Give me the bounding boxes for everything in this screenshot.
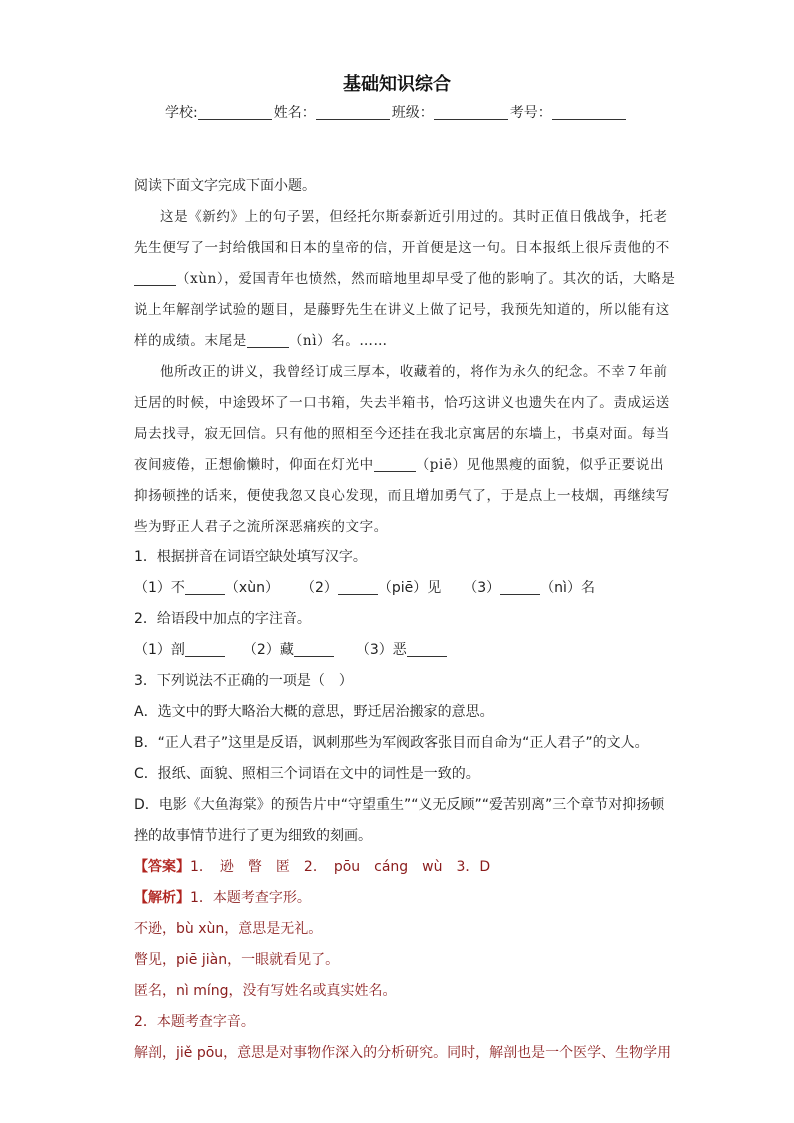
question-1-answers	[134, 577, 595, 597]
passage-text: （nì）名。……	[288, 333, 388, 349]
passage-line	[134, 329, 388, 349]
fill-blank[interactable]	[247, 334, 289, 348]
analysis-label: 【解析】	[134, 890, 190, 906]
class-blank[interactable]	[434, 105, 508, 120]
option-d[interactable]: D．电影《大鱼海棠》的预告片中“守望重生”“义无反顾”“爱苦别离”三个章节对抑扬顿	[134, 797, 665, 813]
passage-line: 局去找寻，寂无回信。只有他的照相至今还挂在我北京寓居的东墙上，书桌对面。每当	[134, 426, 670, 442]
option-d-continued: 挫的故事情节进行了更为细致的刻画。	[134, 828, 372, 844]
passage-line: 这是《新约》上的句子罢，但经托尔斯泰新近引用过的。其时正值日俄战争，托老	[160, 209, 668, 225]
exam-no-blank[interactable]	[552, 105, 626, 120]
passage-line	[134, 267, 675, 287]
q1-blank-3[interactable]	[500, 581, 540, 595]
passage-line: 些为野正人君子之流所深恶痛疾的文字。	[134, 519, 388, 535]
q1-item-2-pinyin: （piē）见	[377, 580, 442, 596]
option-b[interactable]: B．“正人君子”这里是反语，讽刺那些为军阀政客张目而自命为“正人君子”的文人。	[134, 735, 649, 751]
question-2-stem: 2．给语段中加点的字注音。	[134, 611, 311, 627]
passage-text: （xùn），爱国青年也愤然，然而暗地里却早受了他的影响了。其次的话，大略是	[176, 271, 676, 287]
passage-line: 先生便写了一封给俄国和日本的皇帝的信，开首便是这一句。日本报纸上很斥责他的不	[134, 240, 670, 256]
passage-line: 说上年解剖学试验的题目，是藤野先生在讲义上做了记号，我预先知道的，所以能有这	[134, 302, 670, 318]
answer-label: 【答案】	[134, 859, 190, 875]
analysis-text: 解剖，jiě pōu，意思是对事物作深入的分析研究。同时，解剖也是一个医学、生物学用	[134, 1045, 672, 1061]
school-blank[interactable]	[198, 105, 272, 120]
fill-blank[interactable]	[134, 272, 176, 286]
q1-item-1-pinyin: （xùn）	[224, 580, 279, 596]
passage-line	[134, 453, 664, 473]
analysis-text: 不逊，bù xùn，意思是无礼。	[134, 921, 323, 937]
page-title: 基础知识综合	[343, 74, 451, 95]
q2-item-2-label: （2）藏	[242, 642, 294, 658]
question-1-stem: 1．根据拼音在词语空缺处填写汉字。	[134, 549, 367, 565]
analysis-text: 2．本题考查字音。	[134, 1014, 255, 1030]
name-blank[interactable]	[316, 105, 390, 120]
school-label: 学校:	[165, 105, 198, 121]
question-3-stem: 3．下列说法不正确的一项是（ ）	[134, 673, 353, 689]
passage-text: （piē）见他黑瘦的面貌，似乎正要说出	[415, 457, 665, 473]
class-label: 班级：	[391, 105, 434, 121]
q2-blank-3[interactable]	[407, 643, 447, 657]
answer-text: 1． 逊 瞥 匿 2． pōu cáng wù 3．D	[190, 859, 491, 875]
student-info-line	[165, 102, 628, 122]
option-a[interactable]: A．选文中的野大略治大概的意思，野迁居治搬家的意思。	[134, 704, 494, 720]
analysis-text: 1．本题考查字形。	[190, 890, 311, 906]
analysis-text: 匿名，nì míng，没有写姓名或真实姓名。	[134, 983, 397, 999]
q1-item-2-label: （2）	[300, 580, 338, 596]
q2-item-1-label: （1）剖	[134, 642, 185, 658]
q1-item-3-label: （3）	[463, 580, 501, 596]
passage-text: 夜间疲倦，正想偷懒时，仰面在灯光中	[134, 457, 374, 473]
passage-line: 他所改正的讲义，我曾经订成三厚本，收藏着的，将作为永久的纪念。不幸７年前	[160, 364, 668, 380]
answer-line	[134, 856, 490, 876]
name-label: 姓名：	[273, 105, 316, 121]
q1-blank-2[interactable]	[338, 581, 378, 595]
q1-item-3-pinyin: （nì）名	[540, 580, 595, 596]
q1-item-1-label: （1）不	[134, 580, 185, 596]
q2-blank-2[interactable]	[294, 643, 334, 657]
passage-text: 样的成绩。末尾是	[134, 333, 247, 349]
question-2-answers	[134, 639, 447, 659]
option-c[interactable]: C．报纸、面貌、照相三个词语在文中的词性是一致的。	[134, 766, 480, 782]
q2-blank-1[interactable]	[185, 643, 225, 657]
passage-line: 抑扬顿挫的话来，便使我忽又良心发现，而且增加勇气了，于是点上一枝烟，再继续写	[134, 488, 670, 504]
analysis-line	[134, 887, 311, 907]
analysis-text: 瞥见，piē jiàn，一眼就看见了。	[134, 952, 340, 968]
exam-no-label: 考号：	[509, 105, 552, 121]
q2-item-3-label: （3）恶	[355, 642, 407, 658]
q1-blank-1[interactable]	[185, 581, 225, 595]
passage-line: 迁居的时候，中途毁坏了一口书箱，失去半箱书，恰巧这讲义也遗失在内了。责成运送	[134, 395, 670, 411]
reading-intro: 阅读下面文字完成下面小题。	[134, 178, 316, 194]
fill-blank[interactable]	[374, 458, 416, 472]
